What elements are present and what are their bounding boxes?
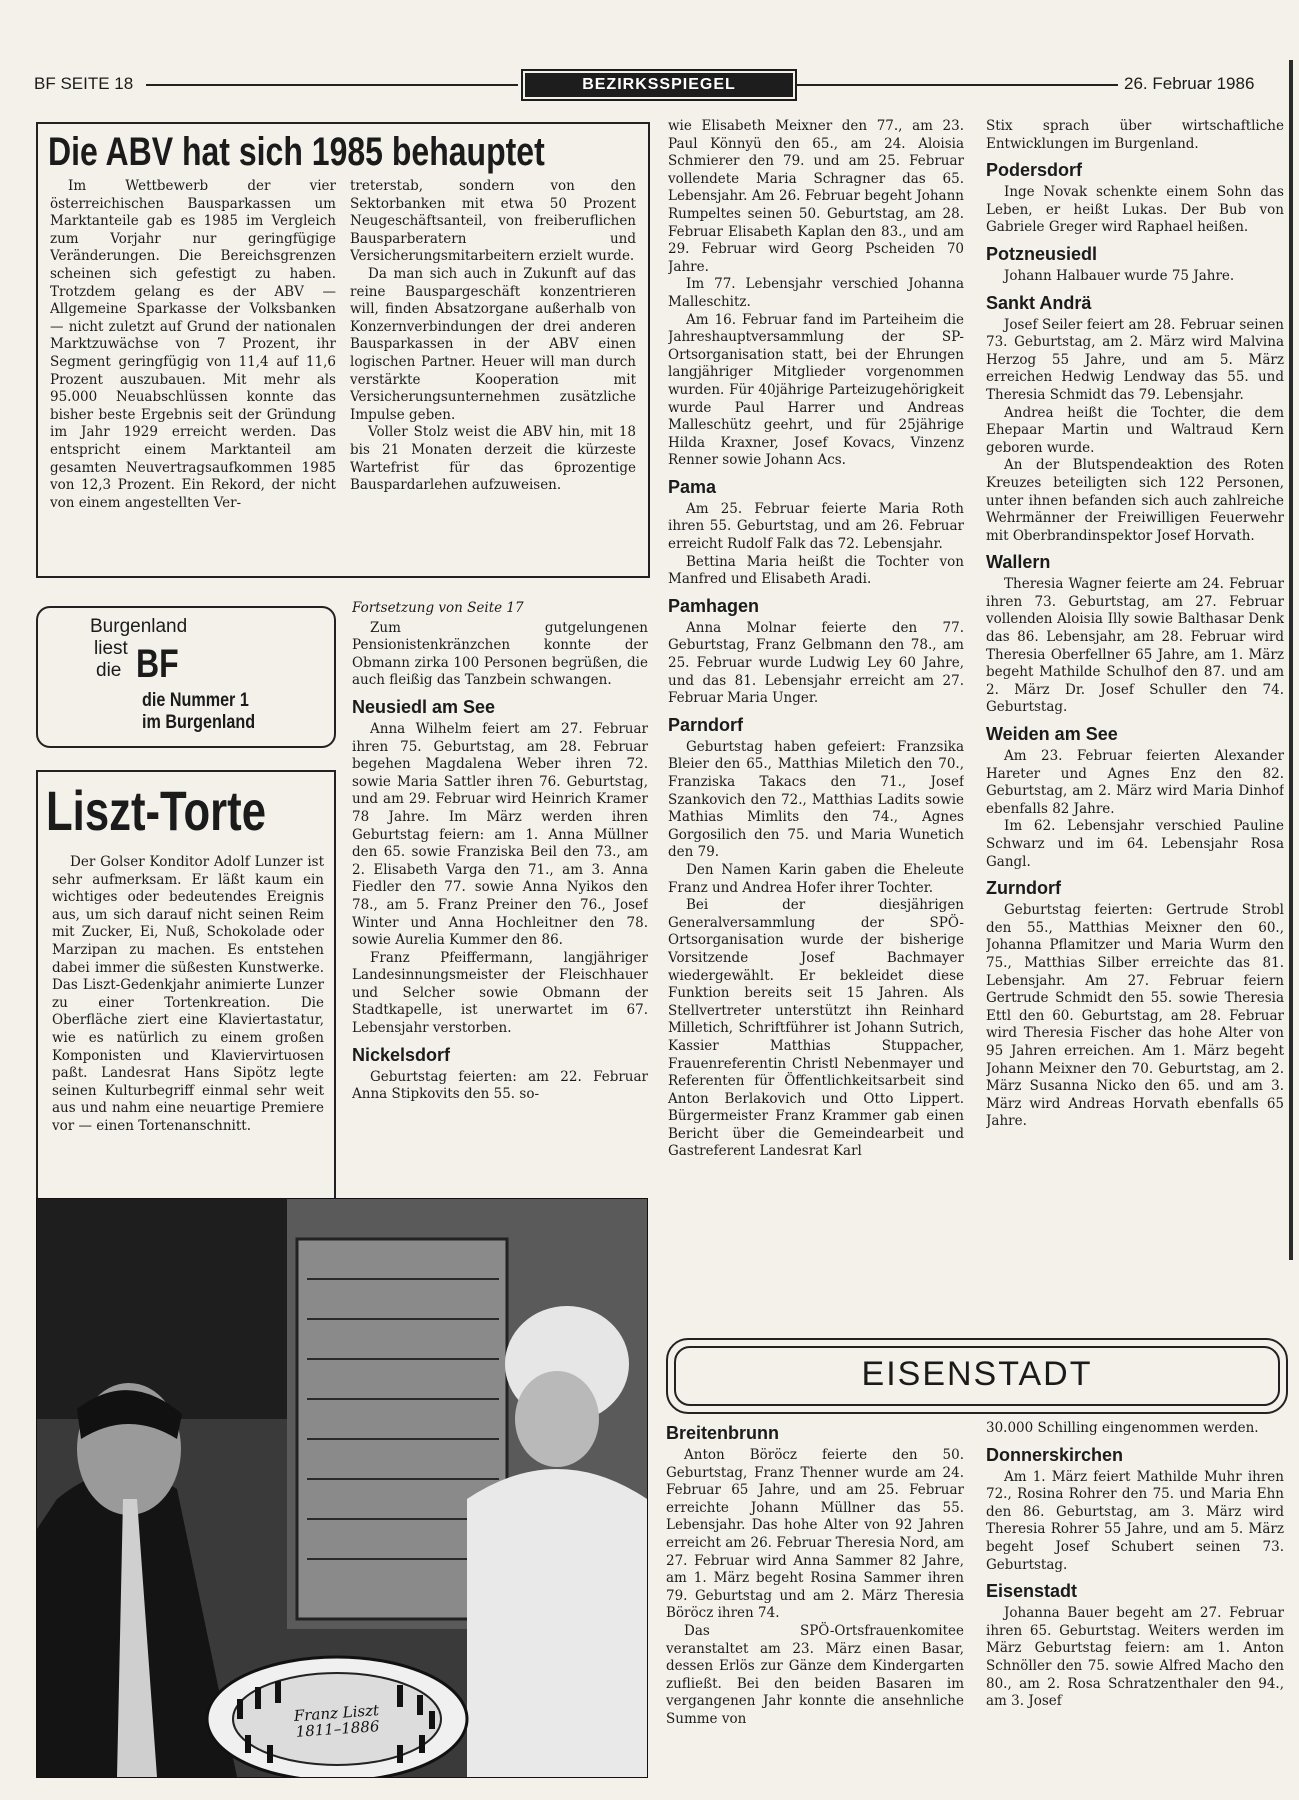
heading-weiden: Weiden am See xyxy=(986,724,1118,745)
paragraph: 30.000 Schilling eingenommen werden. xyxy=(986,1420,1259,1436)
section-box xyxy=(521,69,797,101)
promo-brand-logo: BF xyxy=(136,642,179,686)
liszt-text xyxy=(52,854,324,1196)
abv-paragraph: treterstab, sondern von den Sektorbanken mit etwa 50 Prozent Neugeschäftsanteil, von freiberuflichen Bausparberatern und Versicherungsmitarbeitern erzielt wurde. xyxy=(350,178,636,265)
page-edge xyxy=(1289,60,1293,1260)
heading-neusiedl: Neusiedl am See xyxy=(352,696,496,717)
heading-nickelsdorf: Nickelsdorf xyxy=(352,1044,451,1065)
eisenstadt-column-left xyxy=(666,1416,964,1786)
paragraph: Geburtstag haben gefeiert: Franzsika Bleier den 65., Matthias Miletich den 70., Franziska Takacs den 71., Josef Szankovich den 72., Matthias Ladits sowie Mathias Mimlits den 74., Agnes Gorgosilich den 75. und Maria Wunetich den 79. xyxy=(668,738,964,861)
heading-wallern: Wallern xyxy=(986,552,1051,573)
abv-column-2 xyxy=(350,178,636,572)
paragraph: Josef Seiler feiert am 28. Februar seinen 73. Geburtstag, am 2. März wird Malvina Herzog 55 Jahre, und am 5. März erreichen Hedwig Lendway das 55. und Theresia Schmidt das 79. Lebensjahr. xyxy=(986,316,1284,403)
eisenstadt-banner xyxy=(666,1338,1288,1414)
paragraph: Im 62. Lebensjahr verschied Pauline Schwarz und im 64. Lebensjahr Rosa Gangl. xyxy=(986,818,1284,870)
promo-line-4: die Nummer 1 xyxy=(142,690,249,711)
paragraph: Anna Wilhelm feiert am 27. Februar ihren 75. Geburtstag, am 28. Februar begehen Magdalena Weber ihren 72. sowie Maria Sattler ihren 76. Geburtstag, und am 29. Februar wird Heinrich Kramer 78 Jahre. Im März werden ihren Geburtstag feiern: am 1. Anna Müllner den 65. sowie Franziska Beil den 73., am 2. Elisabeth Varga den 71., am 3. Anna Fiedler den 77. sowie Anna Nyikos den 78., am 5. Franz Preiner den 76., Josef Winter und Anna Hochleitner den 78. sowie Aurelia Kummer den 86. xyxy=(352,720,648,949)
abv-column-1 xyxy=(50,178,336,572)
paragraph: Stix sprach über wirtschaftliche Entwicklungen im Burgenland. xyxy=(986,118,1284,152)
cake-inscription: Franz Liszt 1811–1886 xyxy=(293,1701,381,1741)
paragraph: Am 16. Februar fand im Parteiheim die Jahreshauptversammlung der SP-Ortsorganisation statt, bei der Ehrungen langjähriger Mitglieder vorgenommen wurden. Für 40jährige Parteizugehörigkeit wurde Paul Harrer und Andreas Malleschütz geehrt, und für 25jährige Hilda Kraxner, Josef Kovacs, Vinzenz Renner sowie Johann Acs. xyxy=(668,311,964,469)
abv-paragraph: Im Wettbewerb der vier österreichischen Bausparkassen um Marktanteile gab es 1985 im Vergleich zum Vorjahr nur geringfügige Veränderungen. Die Bereichsgrenzen scheinen sich gefestigt zu haben. Trotzdem gelang es der ABV — Allgemeine Sparkasse der Volksbanken — nicht zuletzt auf Grund der nationalen Marktzuwächse von 7 Prozent, ihr Segment geringfügig von 11,4 auf 11,6 Prozent auszubauen. Mit mehr als 95.000 Neuabschlüssen konnte das bisher beste Ergebnis seit der Gründung im Jahr 1929 erreicht werden. Das entspricht einem Marktanteil am gesamten Neuvertragsaufkommen 1985 von 12,3 Prozent. Ein Rekord, der nicht von einem angestellten Ver- xyxy=(50,178,336,511)
section-title: BEZIRKSSPIEGEL xyxy=(582,76,736,93)
paragraph: Das SPÖ-Ortsfrauenkomitee veranstaltet am 23. März einen Basar, dessen Erlös zur Gänze dem Kindergarten zufließt. Bei den beiden Basaren im vergangenen Jahr konnte die ansehnliche Summe von xyxy=(666,1622,964,1727)
paragraph: Am 23. Februar feierten Alexander Hareter und Agnes Enz den 82. Geburtstag, am 2. März wird Maria Dinhof ebenfalls 82 Jahre. xyxy=(986,748,1284,817)
paragraph: Franz Pfeiffermann, langjähriger Landesinnungsmeister der Fleischhauer und Selcher sowie Obmann der Stadtkapelle, ist unerwartet im 67. Lebensjahr verstorben. xyxy=(352,949,648,1037)
paragraph: Anna Molnar feierte den 77. Geburtstag, Franz Gelbmann den 78., am 25. Februar wurde Ludwig Ley 60 Jahre, und das 81. Lebensjahr erreicht am 27. Februar Maria Unger. xyxy=(668,619,964,707)
promo-line-5: im Burgenland xyxy=(142,712,256,733)
promo-line-3: die xyxy=(96,660,122,681)
header-rule-left xyxy=(146,84,518,86)
paragraph: An der Blutspendeaktion des Roten Kreuzes beteiligten sich 122 Personen, unter ihnen befanden sich auch zahlreiche Wehrmänner der Freiwilligen Feuerwehr mit Oberbrandinspektor Josef Horvath. xyxy=(986,457,1284,544)
liszt-paragraph: Der Golser Konditor Adolf Lunzer ist sehr aufmerksam. Er läßt kaum ein wichtiges oder bedeutendes Ereignis aus, um sich darauf nicht seinen Reim mit Zucker, Ei, Nuß, Schokolade oder Marzipan zu machen. Es entstehen dabei immer die süßesten Kunstwerke. Das Liszt-Gedenkjahr animierte Lunzer zu einer Tortenkreation. Die Oberfläche ziert eine Klaviertastatur, wie es natürlich zu einem großen Komponisten und Klaviervirtuosen paßt. Landesrat Hans Sipötz legte seinen Kulturbegriff einmal sehr weit aus und nahm eine neuartige Premiere vor — einen Tortenanschnitt. xyxy=(52,854,324,1134)
paragraph: Im 77. Lebensjahr verschied Johanna Malleschitz. xyxy=(668,276,964,310)
paragraph: Andrea heißt die Tochter, die dem Ehepaar Martin und Waltraud Kern geboren wurde. xyxy=(986,404,1284,456)
heading-pamhagen: Pamhagen xyxy=(668,595,760,616)
heading-parndorf: Parndorf xyxy=(668,714,744,735)
column-middle xyxy=(352,600,648,1192)
paragraph: Bettina Maria heißt die Tochter von Manfred und Elisabeth Aradi. xyxy=(668,553,964,588)
paragraph: Johanna Bauer begeht am 27. Februar ihren 65. Geburtstag. Weiters werden im März Geburtstag feiern: am 1. Anton Schnöller den 75. sowie Alfred Macho den 80., am 2. Rosa Schratzenthaler den 94., am 3. Josef xyxy=(986,1605,1284,1710)
promo-line-1: Burgenland xyxy=(90,616,188,637)
paragraph: Bei der diesjährigen Generalversammlung der SPÖ-Ortsorganisation wurde der bisherige Vorsitzende Josef Bachmayer wiedergewählt. Er bekleidet diese Funktion bereits seit 15 Jahren. Als Stellvertreter unterstützt ihn Reinhard Milletich, Schriftführer ist Johann Sutrich, Kassier Matthias Stuppacher, Frauenreferentin Christl Nebenmayer und Referenten für Öffentlichkeitsarbeit sind Anton Berlakovich und Otto Lippert. Bürgermeister Franz Krammer gab einen Bericht über die Gemeindearbeit und Gastreferent Landesrat Karl xyxy=(668,897,964,1160)
liszt-article-box xyxy=(36,770,336,1200)
paragraph: Geburtstag feierten: Gertrude Strobl den 55., Matthias Meixner den 60., Johanna Pflamitzer und Maria Wurm den 75., Matthias Silber erreichte das 81. Lebensjahr. Am 27. Februar feiern Gertrude Schmidt den 55. sowie Theresia Ettl den 60. Geburtstag, am 28. Februar wird Theresia Fischer das hohe Alter von 95 Jahren erreichen. Am 1. März begeht Johann Meixner den 70. Geburtstag, am 2. März Susanna Nicko den 65. und am 3. März wird Andreas Horvath ebenfalls 65 Jahre. xyxy=(986,902,1284,1130)
paragraph: Den Namen Karin gaben die Eheleute Franz und Andrea Hofer ihrer Tochter. xyxy=(668,861,964,896)
paragraph: Geburtstag feierten: am 22. Februar Anna Stipkovits den 55. so- xyxy=(352,1068,648,1103)
heading-eisenstadt: Eisenstadt xyxy=(986,1581,1078,1602)
column-4 xyxy=(986,118,1284,1310)
paragraph: Zum gutgelungenen Pensionistenkränzchen konnte der Obmann zirka 100 Personen begrüßen, die auch fleißig das Tanzbein schwangen. xyxy=(352,619,648,689)
abv-headline: Die ABV hat sich 1985 behauptet xyxy=(48,130,545,174)
liszt-torte-photo xyxy=(36,1198,648,1778)
header-rule-right xyxy=(796,84,1118,86)
photo-illustration xyxy=(37,1199,647,1777)
paragraph: Inge Novak schenkte einem Sohn das Leben, er heißt Lukas. Der Bub von Gabriele Greger wird Raphael heißen. xyxy=(986,184,1284,236)
promo-line-2: liest xyxy=(94,638,128,659)
promo-box xyxy=(36,606,336,748)
page-number: BF SEITE 18 xyxy=(34,74,134,93)
paragraph: Johann Halbauer wurde 75 Jahre. xyxy=(1004,267,1235,284)
paragraph: Anton Böröcz feierte den 50. Geburtstag, Franz Thenner wurde am 24. Februar 65 Jahre, und am 25. Februar erreichte Johann Müllner das 55. Lebensjahr. Das hohe Alter von 92 Jahren erreicht am 26. Februar Theresia Nord, am 27. Februar wird Anna Sammer 82 Jahre, am 1. März begeht Rosina Sammer ihren 79. Geburtstag und am 2. März Theresia Böröcz ihren 74. xyxy=(666,1447,964,1622)
paragraph: wie Elisabeth Meixner den 77., am 23. Paul Könnyü den 65., am 24. Aloisia Schmierer den 79. und am 25. Februar vollendete Maria Schragner das 65. Lebensjahr. Am 26. Februar begeht Johann Rumpeltes seinen 50. Geburtstag, am 28. Februar Elisabeth Kaplan den 83., und am 29. Februar wird Georg Pscheiden 70 Jahre. xyxy=(668,118,964,275)
heading-donnerskirchen: Donnerskirchen xyxy=(986,1444,1124,1465)
abv-article-box xyxy=(36,122,650,578)
paragraph: Theresia Wagner feierte am 24. Februar ihren 73. Geburtstag, am 27. Februar vollenden Aloisia Illy sowie Balthasar Denk das 86. Lebensjahr, am 28. Februar wird Theresia Oberfellner 65 Jahre, am 1. März begeht Mathilde Schulhof den 87. und am 2. März Dr. Josef Schuller den 74. Geburtstag. xyxy=(986,576,1284,716)
heading-sankt-andrae: Sankt Andrä xyxy=(986,292,1092,313)
paragraph: Am 1. März feiert Mathilde Muhr ihren 72., Rosina Rohrer den 75. und Maria Ehn den 86. Geburtstag, am 3. März wird Theresia Rohrer 55 Jahre, und am 5. März begeht Josef Schubert seinen 73. Geburtstag. xyxy=(986,1468,1284,1573)
abv-paragraph: Da man sich auch in Zukunft auf das reine Bauspargeschäft konzentrieren will, finden Absatzorgane außerhalb von Konzernverbindungen der drei anderen Bausparkassen in der ABV einen logischen Partner. Heuer will man durch verstärkte Kooperation mit Versicherungsunternehmen zusätzliche Impulse geben. xyxy=(350,265,636,423)
heading-pama: Pama xyxy=(668,476,717,497)
paragraph: Am 25. Februar feierte Maria Roth ihren 55. Geburtstag, und am 26. Februar erreicht Rudolf Falk das 72. Lebensjahr. xyxy=(668,500,964,553)
page-date: 26. Februar 1986 xyxy=(1124,74,1255,93)
heading-zurndorf: Zurndorf xyxy=(986,878,1061,899)
eisenstadt-title: EISENSTADT xyxy=(861,1355,1093,1393)
abv-paragraph: Voller Stolz weist die ABV hin, mit 18 bis 21 Monaten derzeit die kürzeste Wartefrist für das 6prozentige Bauspardarlehen aufzuweisen. xyxy=(350,424,636,494)
heading-podersdorf: Podersdorf xyxy=(986,160,1083,181)
heading-potzneusiedl: Potzneusiedl xyxy=(986,243,1098,264)
continuation-note: Fortsetzung von Seite 17 xyxy=(352,600,524,616)
heading-breitenbrunn: Breitenbrunn xyxy=(666,1423,780,1443)
column-3 xyxy=(668,118,964,1310)
eisenstadt-column-right xyxy=(986,1420,1284,1786)
liszt-headline: Liszt-Torte xyxy=(46,779,267,842)
